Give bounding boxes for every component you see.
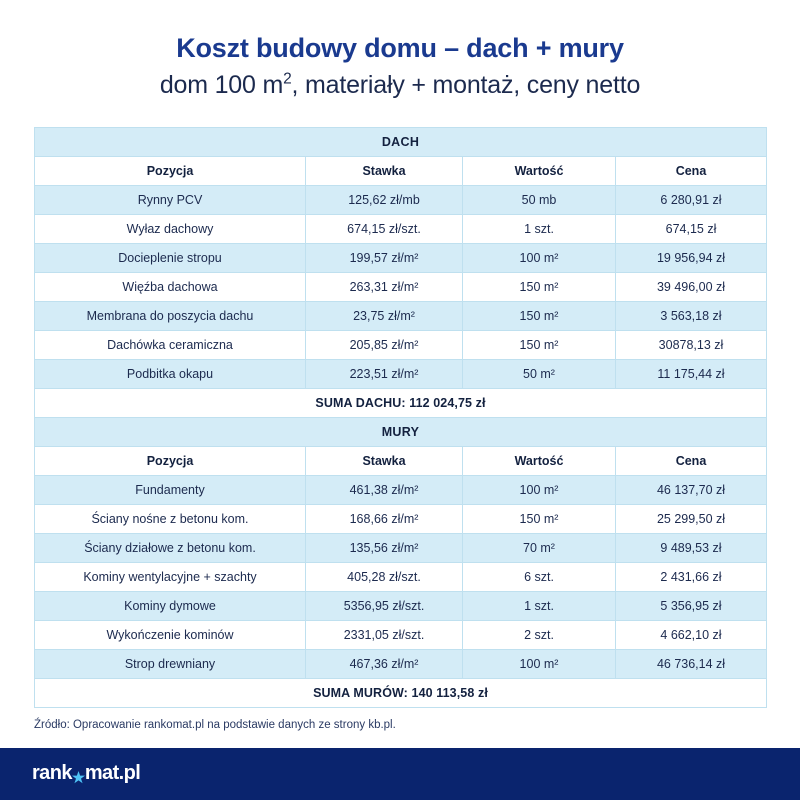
cell-cena: 4 662,10 zł bbox=[616, 621, 767, 650]
column-header-cell: Stawka bbox=[306, 157, 463, 186]
cell-pozycja: Rynny PCV bbox=[35, 186, 306, 215]
cell-cena: 9 489,53 zł bbox=[616, 534, 767, 563]
cell-stawka: 23,75 zł/m² bbox=[306, 302, 463, 331]
cell-wartosc: 150 m² bbox=[463, 273, 616, 302]
column-header-row bbox=[35, 157, 767, 186]
cell-cena: 674,15 zł bbox=[616, 215, 767, 244]
column-header-cell: Cena bbox=[616, 447, 767, 476]
cost-table-wrapper bbox=[34, 127, 766, 708]
star-icon bbox=[72, 768, 85, 781]
section-title-row bbox=[35, 128, 767, 157]
cell-stawka: 168,66 zł/m² bbox=[306, 505, 463, 534]
cell-pozycja: Podbitka okapu bbox=[35, 360, 306, 389]
cell-pozycja: Wyłaz dachowy bbox=[35, 215, 306, 244]
table-row bbox=[35, 505, 767, 534]
section-title-cell: DACH bbox=[35, 128, 767, 157]
cell-wartosc: 150 m² bbox=[463, 505, 616, 534]
cell-wartosc: 2 szt. bbox=[463, 621, 616, 650]
cell-stawka: 223,51 zł/m² bbox=[306, 360, 463, 389]
cell-stawka: 125,62 zł/mb bbox=[306, 186, 463, 215]
cell-pozycja: Ściany nośne z betonu kom. bbox=[35, 505, 306, 534]
table-row bbox=[35, 534, 767, 563]
column-header-cell: Cena bbox=[616, 157, 767, 186]
table-row bbox=[35, 215, 767, 244]
cell-cena: 6 280,91 zł bbox=[616, 186, 767, 215]
section-sum-row bbox=[35, 679, 767, 708]
subtitle-superscript: 2 bbox=[283, 71, 292, 89]
cell-wartosc: 6 szt. bbox=[463, 563, 616, 592]
cell-pozycja: Kominy dymowe bbox=[35, 592, 306, 621]
cell-pozycja: Fundamenty bbox=[35, 476, 306, 505]
table-row bbox=[35, 186, 767, 215]
section-title-cell: MURY bbox=[35, 418, 767, 447]
section-sum-cell: SUMA MURÓW: 140 113,58 zł bbox=[35, 679, 767, 708]
cost-table bbox=[34, 127, 767, 708]
cell-wartosc: 1 szt. bbox=[463, 215, 616, 244]
cell-pozycja: Membrana do poszycia dachu bbox=[35, 302, 306, 331]
cell-cena: 3 563,18 zł bbox=[616, 302, 767, 331]
cell-cena: 25 299,50 zł bbox=[616, 505, 767, 534]
cell-pozycja: Strop drewniany bbox=[35, 650, 306, 679]
rankomat-logo[interactable] bbox=[32, 763, 140, 783]
column-header-row bbox=[35, 447, 767, 476]
cell-cena: 19 956,94 zł bbox=[616, 244, 767, 273]
table-row bbox=[35, 331, 767, 360]
table-row bbox=[35, 592, 767, 621]
cell-wartosc: 150 m² bbox=[463, 302, 616, 331]
logo-text-part1: rank bbox=[32, 762, 72, 784]
cell-wartosc: 100 m² bbox=[463, 650, 616, 679]
cell-wartosc: 150 m² bbox=[463, 331, 616, 360]
section-title-row bbox=[35, 418, 767, 447]
cell-cena: 39 496,00 zł bbox=[616, 273, 767, 302]
subtitle-pre: dom 100 m bbox=[159, 71, 284, 100]
cell-stawka: 5356,95 zł/szt. bbox=[306, 592, 463, 621]
cell-cena: 46 137,70 zł bbox=[616, 476, 767, 505]
cell-stawka: 405,28 zł/szt. bbox=[306, 563, 463, 592]
cell-pozycja: Więźba dachowa bbox=[35, 273, 306, 302]
cell-stawka: 461,38 zł/m² bbox=[306, 476, 463, 505]
cell-pozycja: Ściany działowe z betonu kom. bbox=[35, 534, 306, 563]
table-row bbox=[35, 650, 767, 679]
column-header-cell: Stawka bbox=[306, 447, 463, 476]
cell-stawka: 263,31 zł/m² bbox=[306, 273, 463, 302]
table-row bbox=[35, 244, 767, 273]
logo-text-part2: mat.pl bbox=[84, 762, 141, 784]
section-sum-cell: SUMA DACHU: 112 024,75 zł bbox=[35, 389, 767, 418]
cell-wartosc: 100 m² bbox=[463, 244, 616, 273]
column-header-cell: Wartość bbox=[463, 157, 616, 186]
table-row bbox=[35, 273, 767, 302]
cell-wartosc: 50 m² bbox=[463, 360, 616, 389]
table-row bbox=[35, 302, 767, 331]
subtitle-post: , materiały + montaż, ceny netto bbox=[291, 71, 641, 100]
source-note: Źródło: Opracowanie rankomat.pl na podstawie danych ze strony kb.pl. bbox=[34, 719, 396, 731]
footer-bar bbox=[0, 748, 800, 800]
page-title: Koszt budowy domu – dach + mury bbox=[176, 33, 624, 63]
table-row bbox=[35, 621, 767, 650]
cell-cena: 2 431,66 zł bbox=[616, 563, 767, 592]
cell-cena: 46 736,14 zł bbox=[616, 650, 767, 679]
cell-pozycja: Dachówka ceramiczna bbox=[35, 331, 306, 360]
table-row bbox=[35, 563, 767, 592]
column-header-cell: Pozycja bbox=[35, 447, 306, 476]
cell-stawka: 2331,05 zł/szt. bbox=[306, 621, 463, 650]
page-subtitle bbox=[0, 70, 800, 101]
table-row bbox=[35, 360, 767, 389]
cell-wartosc: 1 szt. bbox=[463, 592, 616, 621]
cell-pozycja: Wykończenie kominów bbox=[35, 621, 306, 650]
cell-pozycja: Kominy wentylacyjne + szachty bbox=[35, 563, 306, 592]
column-header-cell: Pozycja bbox=[35, 157, 306, 186]
cell-wartosc: 100 m² bbox=[463, 476, 616, 505]
cell-cena: 5 356,95 zł bbox=[616, 592, 767, 621]
cell-stawka: 674,15 zł/szt. bbox=[306, 215, 463, 244]
table-row bbox=[35, 476, 767, 505]
cell-wartosc: 70 m² bbox=[463, 534, 616, 563]
header bbox=[0, 0, 800, 102]
cell-cena: 30878,13 zł bbox=[616, 331, 767, 360]
cell-wartosc: 50 mb bbox=[463, 186, 616, 215]
cell-cena: 11 175,44 zł bbox=[616, 360, 767, 389]
cell-pozycja: Docieplenie stropu bbox=[35, 244, 306, 273]
cell-stawka: 205,85 zł/m² bbox=[306, 331, 463, 360]
cell-stawka: 199,57 zł/m² bbox=[306, 244, 463, 273]
column-header-cell: Wartość bbox=[463, 447, 616, 476]
cell-stawka: 467,36 zł/m² bbox=[306, 650, 463, 679]
section-sum-row bbox=[35, 389, 767, 418]
cell-stawka: 135,56 zł/m² bbox=[306, 534, 463, 563]
